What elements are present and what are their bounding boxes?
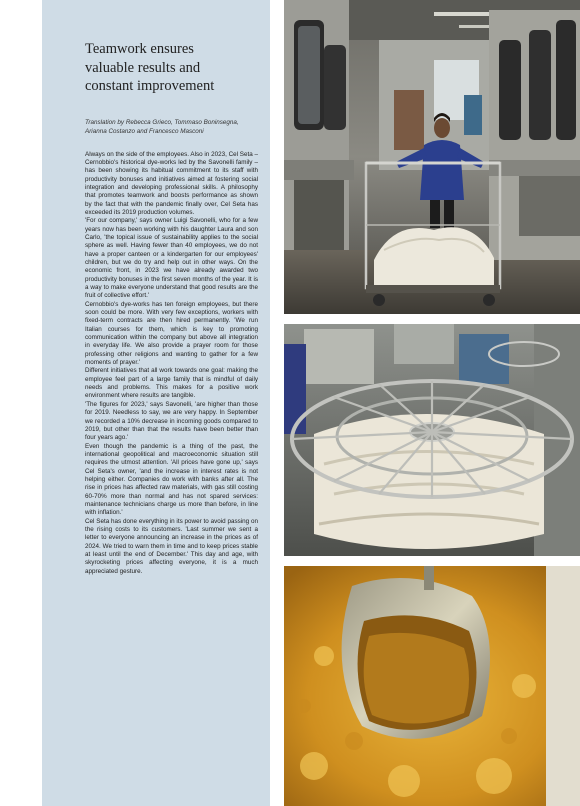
dyeing-spool-rack-photo: [284, 324, 580, 556]
worker-pushing-fabric-cart-photo: [284, 0, 580, 314]
credit-line: Translation by Rebecca Grieco, Tommaso Boninsegna,: [85, 118, 239, 126]
credit-line: Arianna Costanzo and Francesco Masconi: [85, 127, 204, 135]
yellow-dye-powder-scoop-photo: [284, 566, 580, 806]
paragraph: Different initiatives that all work towards one goal: making the employee feel part of a large family that is mindful of daily needs and problems. This makes for a positive work environment where results are tangible.: [85, 367, 258, 400]
article-title: [85, 40, 258, 96]
paragraph: Even though the pandemic is a thing of the past, the international geopolitical and macroeconomic situation still requires the utmost attention. 'All prices have gone up,' says Cel Seta's owner, 'and the increase in interest rates is not helping either. Companies do work with banks after all. The rise in prices has affected raw materials, with gas still costing 60-70% more than normal and has not spared services: maintenance technicians charge us more than before, in line with inflation.': [85, 442, 258, 517]
paragraph: 'The figures for 2023,' says Savonelli, 'are higher than those for 2019. Needless to say, we are very happy. In September we recorded a 10% decrease in incoming goods compared to 2019, but other than that the results have been better than four years ago.': [85, 400, 258, 442]
title-line: valuable results and: [85, 59, 201, 76]
article-body: [85, 151, 258, 577]
paragraph: Cernobbio's dye-works has ten foreign employees, but there soon could be more. With very few exceptions, workers with fixed-term contracts are then hired permanently. 'We run Italian courses for them, which is key to promoting communication within the company but above all integration in everyday life. We also provide a prayer room for those professing other religions and wanting to gather for a few moments of prayer.': [85, 300, 258, 367]
title-line: constant improvement: [85, 78, 215, 94]
paragraph: Always on the side of the employees. Also in 2023, Cel Seta – Cernobbio's historical dye-works led by the Savonelli family – has been showing its habitual commitment to its staff with productivity bonuses and initiatives aimed at fostering social integration and developing professional skills. A philosophy that promotes teamwork and boosts performance as shown by the fact that with the pandemic finally over, Cel Seta has exceeded its 2019 production volumes.: [85, 150, 258, 216]
title-line: Teamwork ensures: [85, 41, 194, 57]
paragraph: Cel Seta has done everything in its power to avoid passing on the rising costs to its customers. 'Last summer we sent a letter to everyone announcing an increase in the prices as of 2024. We tried to warn them in time and to keep prices stable at least until the end of December.' This day and age, with skyrocketing prices affecting everyone, it is a much appreciated gesture.: [85, 517, 258, 575]
article-panel: [42, 0, 270, 806]
translation-credit: [85, 118, 258, 136]
paragraph: 'For our company,' says owner Luigi Savonelli, who for a few years now has been working with his daughter Laura and son Carlo, 'the topical issue of sustainability applies to the social sphere as well. Having fewer than 40 employees, we do not have a proper canteen or a kindergarten for our employees' children, but we do try and help out in other ways. On the economic front, in 2023 we have already awarded two productivity bonuses in the first seven months of the year. It is a way to make everyone understand that good results are the fruit of collective effort.': [85, 217, 258, 300]
